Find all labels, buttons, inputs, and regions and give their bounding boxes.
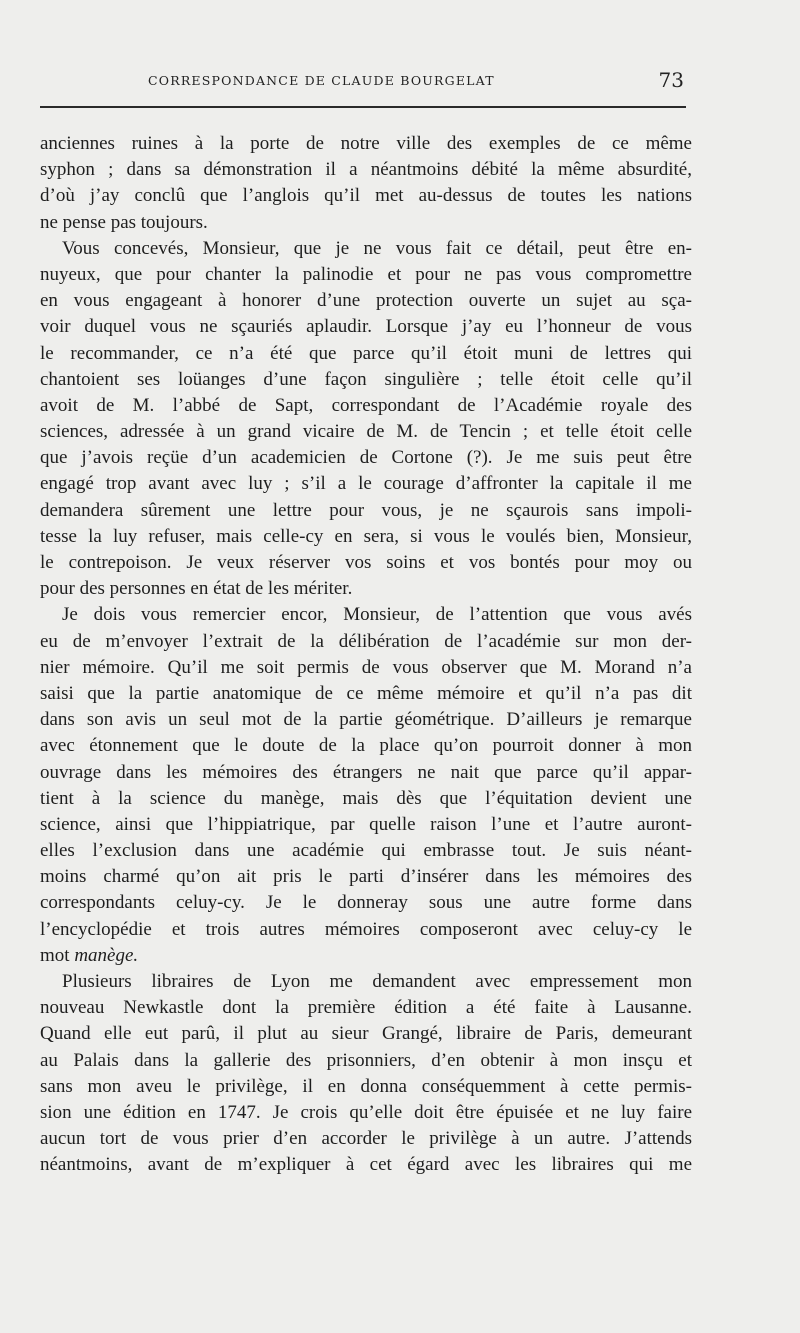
text-line: anciennes ruines à la porte de notre ville des exemples de ce même xyxy=(40,133,692,154)
text-line: au Palais dans la gallerie des prisonniers, d’en obtenir à mon insçu et xyxy=(40,1049,692,1071)
text-line: sans mon aveu le privilège, il en donna conséquemment à cette permis- xyxy=(40,1075,692,1097)
text-line: voir duquel vous ne sçauriés aplaudir. Lorsque j’ay eu l’honneur de vous xyxy=(40,316,692,338)
text-line: sion une édition en 1747. Je crois qu’elle doit être épuisée et ne luy faire xyxy=(40,1101,692,1123)
italic-term: manège. xyxy=(74,944,139,966)
text-line: moins charmé qu’on ait pris le parti d’insérer dans les mémoires des xyxy=(40,866,692,888)
text-line: correspondants celuy-cy. Je le donneray sous une autre forme dans xyxy=(40,892,692,914)
text-line: engagé trop avant avec luy ; s’il a le courage d’affronter la capitale il me xyxy=(40,473,692,495)
text-line-with-italic xyxy=(40,943,692,969)
page-number: 73 xyxy=(658,68,684,92)
text-line: avec étonnement que le doute de la place qu’on pourroit donner à mon xyxy=(40,735,692,757)
text-line: tient à la science du manège, mais dès que l’équitation devient une xyxy=(40,787,692,809)
header-rule xyxy=(40,106,686,108)
body-text xyxy=(40,131,692,1179)
text-line: ne pense pas toujours. xyxy=(40,211,208,233)
text-line: le recommander, ce n’a été que parce qu’il étoit muni de lettres qui xyxy=(40,342,692,364)
text-line: dans son avis un seul mot de la partie géométrique. D’ailleurs je remarque xyxy=(40,709,692,731)
text-line: l’encyclopédie et trois autres mémoires composeront avec celuy-cy le xyxy=(40,918,692,940)
running-title: CORRESPONDANCE DE CLAUDE BOURGELAT xyxy=(148,73,495,88)
text-line: en vous engageant à honorer d’une protection ouverte un sujet au sça- xyxy=(40,290,692,312)
text-line: Vous concevés, Monsieur, que je ne vous fait ce détail, peut être en- xyxy=(62,237,692,259)
text-line: avoit de M. l’abbé de Sapt, correspondant de l’Académie royale des xyxy=(40,394,692,416)
text-line: le contrepoison. Je veux réserver vos soins et vos bontés pour moy ou xyxy=(40,552,692,573)
text-line: pour des personnes en état de les mériter. xyxy=(40,578,353,600)
text-line: eu de m’envoyer l’extrait de la délibération de l’académie sur mon der- xyxy=(40,630,692,652)
text-line: syphon ; dans sa démonstration il a néantmoins débité la même absurdité, xyxy=(40,159,692,181)
text-line: d’où j’ay conclû que l’anglois qu’il met au-dessus de toutes les nations xyxy=(40,185,692,207)
text-line: saisi que la partie anatomique de ce même mémoire et qu’il n’a pas dit xyxy=(40,682,692,704)
text-line: Quand elle eut parû, il plut au sieur Grangé, libraire de Paris, demeurant xyxy=(40,1023,692,1045)
text-line: demandera sûrement une lettre pour vous, je ne sçaurois sans impoli- xyxy=(40,499,692,521)
text-line: elles l’exclusion dans une académie qui embrasse tout. Je suis néant- xyxy=(40,840,692,862)
text-line: Je dois vous remercier encor, Monsieur, de l’attention que vous avés xyxy=(62,604,692,626)
text-line: chantoient ses loüanges d’une façon singulière ; telle étoit celle qu’il xyxy=(40,368,692,390)
text-fragment: mot xyxy=(40,944,70,966)
text-line: aucun tort de vous prier d’en accorder le privilège à un autre. J’attends xyxy=(40,1128,692,1150)
text-line: sciences, adressée à un grand vicaire de M. de Tencin ; et telle étoit celle xyxy=(40,421,692,443)
text-line: ouvrage dans les mémoires des étrangers ne nait que parce qu’il appar- xyxy=(40,761,692,783)
text-line: nuyeux, que pour chanter la palinodie et pour ne pas vous compromettre xyxy=(40,263,692,285)
text-line: science, ainsi que l’hippiatrique, par quelle raison l’une et l’autre auront- xyxy=(40,813,692,835)
text-line: tesse la luy refuser, mais celle-cy en sera, si vous le voulés bien, Monsieur, xyxy=(40,525,692,547)
text-line: nouveau Newkastle dont la première édition a été faite à Lausanne. xyxy=(40,997,692,1019)
page-header xyxy=(40,68,686,100)
text-line: nier mémoire. Qu’il me soit permis de vous observer que M. Morand n’a xyxy=(40,656,692,678)
text-line: néantmoins, avant de m’expliquer à cet égard avec les libraires qui me xyxy=(40,1154,692,1176)
text-line: Plusieurs libraires de Lyon me demandent avec empressement mon xyxy=(62,971,692,992)
text-line: que j’avois reçüe d’un academicien de Cortone (?). Je me suis peut être xyxy=(40,447,692,469)
